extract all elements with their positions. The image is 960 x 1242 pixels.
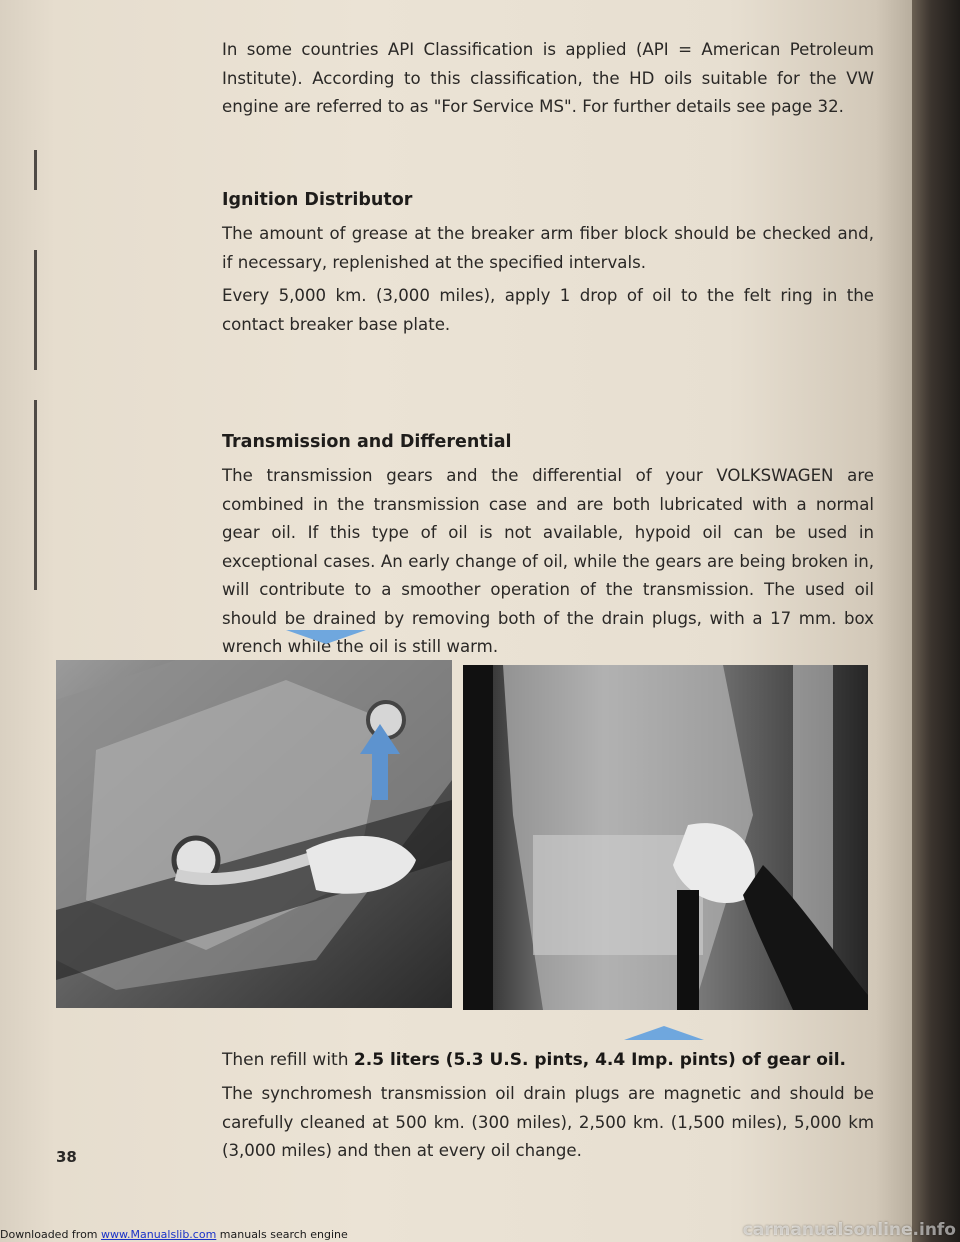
transmission-paragraph: The transmission gears and the differential of your VOLKSWAGEN are combined in the transmission case and are both lubricated with a normal gear oil. If this type of oil is not available, hypoid oil can be used in exceptional cases. An early change of oil, while the gears are being broken in, will contribute to a smoother operation of the transmission. The used oil should be drained by removing both of the drain plugs, with a 17 mm. box wrench while the oil is still warm. [222, 466, 874, 656]
footer-prefix: Downloaded from [0, 1228, 102, 1241]
watermark: carmanualsonline.info [742, 1220, 956, 1240]
ignition-grease-paragraph: The amount of grease at the breaker arm fiber block should be checked and, if necessary, replenished at the specified intervals. [222, 224, 874, 272]
ignition-distributor-heading: Ignition Distributor [222, 190, 413, 210]
synchromesh-paragraph: The synchromesh transmission oil drain plugs are magnetic and should be carefully cleaned at 500 km. (300 miles), 2,500 km. (1,500 miles), 5,000 km (3,000 miles) and then at every oil change. [222, 1084, 874, 1160]
manualslib-link[interactable]: www.Manualslib.com [101, 1228, 217, 1241]
transmission-drain-photo-right [463, 665, 868, 1010]
arrow-down-icon [286, 630, 366, 644]
transmission-drain-photo-left [56, 660, 452, 1008]
arrow-up-icon [624, 1026, 704, 1040]
refill-instruction [222, 1050, 846, 1070]
spine-mark [34, 400, 37, 590]
footer-suffix: manuals search engine [216, 1228, 348, 1241]
spine-mark [34, 150, 37, 190]
refill-quantity: 2.5 liters (5.3 U.S. pints, 4.4 Imp. pints) of gear oil. [353, 1050, 846, 1070]
api-classification-paragraph: In some countries API Classification is applied (API = American Petroleum Institute). According to this classification, the HD oils suitable for the VW engine are referred to as "For Service MS". For further details see page 32. [222, 40, 874, 116]
transmission-differential-heading: Transmission and Differential [222, 432, 512, 452]
spine-mark [34, 250, 37, 370]
page-number: 38 [56, 1148, 77, 1166]
download-footer [0, 1228, 348, 1241]
refill-prefix: Then refill with [222, 1050, 354, 1070]
ignition-oil-paragraph: Every 5,000 km. (3,000 miles), apply 1 drop of oil to the felt ring in the contact breaker base plate. [222, 286, 874, 334]
page-edge-shadow [912, 0, 960, 1242]
